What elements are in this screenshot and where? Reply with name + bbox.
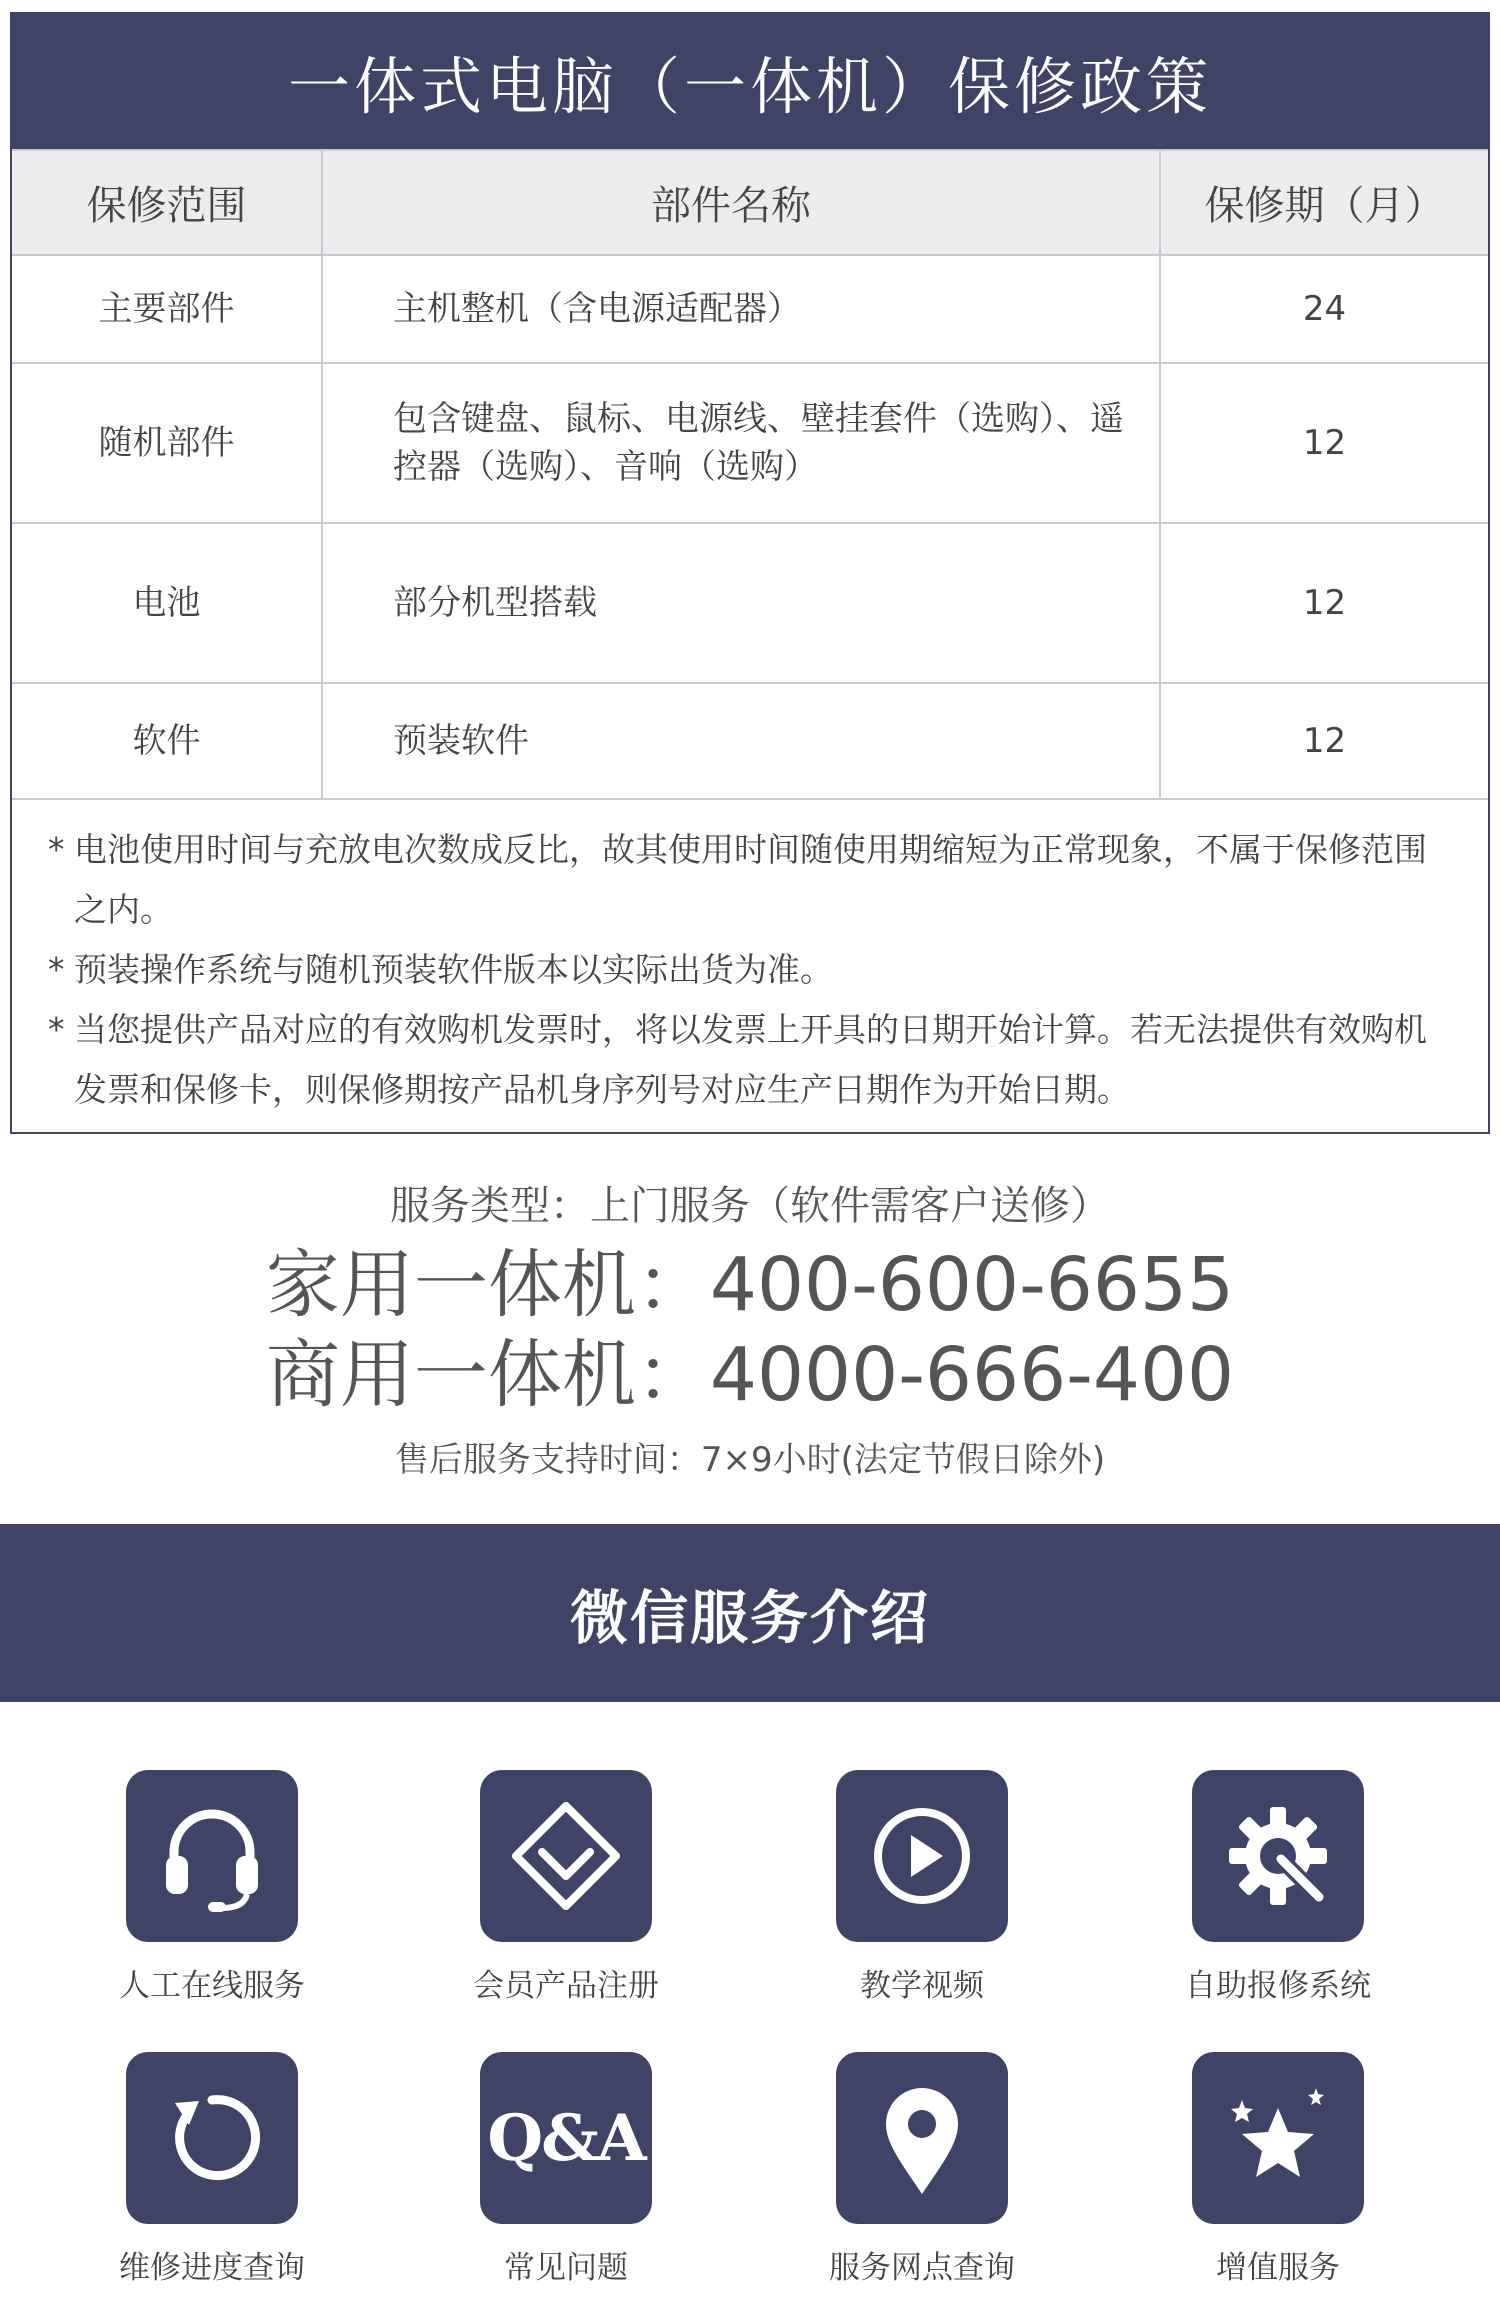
row-parts: 部分机型搭载	[322, 523, 1160, 683]
tile-box	[1192, 1770, 1364, 1942]
header-parts: 部件名称	[322, 150, 1160, 255]
tile-box	[126, 2052, 298, 2224]
location-pin-icon	[872, 2078, 972, 2198]
note-software: * 预装操作系统与随机预装软件版本以实际出货为准。	[74, 940, 1448, 1000]
row-period: 12	[1160, 683, 1488, 799]
note-battery: * 电池使用时间与充放电次数成反比，故其使用时间随使用期缩短为正常现象，不属于保修范围之内。	[74, 820, 1448, 940]
tile-label: 常见问题	[504, 2250, 628, 2286]
service-tile-videos[interactable]	[802, 1770, 1042, 2005]
table-row	[12, 363, 1488, 523]
service-tile-value-added[interactable]	[1158, 2052, 1398, 2287]
row-scope: 电池	[12, 523, 322, 683]
headset-icon	[152, 1796, 272, 1916]
service-info	[0, 1134, 1500, 1524]
service-hours: 售后服务支持时间：7×9小时(法定节假日除外)	[394, 1440, 1106, 1480]
tile-box	[480, 2052, 652, 2224]
refresh-icon	[157, 2083, 267, 2193]
tile-label: 会员产品注册	[473, 1968, 659, 2004]
row-period: 12	[1160, 363, 1488, 523]
star-icon	[1218, 2078, 1338, 2198]
table-header-row	[12, 150, 1488, 255]
tile-label: 增值服务	[1216, 2250, 1340, 2286]
wechat-banner: 微信服务介绍	[0, 1524, 1500, 1702]
row-scope: 软件	[12, 683, 322, 799]
tile-box	[836, 2052, 1008, 2224]
header-period: 保修期（月）	[1160, 150, 1488, 255]
row-scope: 随机部件	[12, 363, 322, 523]
table-row	[12, 523, 1488, 683]
tile-box	[836, 1770, 1008, 1942]
row-parts: 预装软件	[322, 683, 1160, 799]
tile-label: 人工在线服务	[119, 1968, 305, 2004]
header-scope: 保修范围	[12, 150, 322, 255]
qa-icon: Q&A	[487, 2100, 645, 2176]
service-tile-progress[interactable]	[92, 2052, 332, 2287]
service-type: 服务类型：上门服务（软件需客户送修）	[390, 1183, 1110, 1229]
diamond-icon	[504, 1794, 628, 1918]
service-tile-online[interactable]	[92, 1770, 332, 2005]
tile-label: 教学视频	[860, 1968, 984, 2004]
row-period: 24	[1160, 255, 1488, 363]
business-hotline[interactable]: 商用一体机：4000-666-400	[265, 1332, 1235, 1418]
service-tile-register[interactable]	[446, 1770, 686, 2005]
tile-label: 维修进度查询	[119, 2250, 305, 2286]
table-row	[12, 255, 1488, 363]
row-parts: 包含键盘、鼠标、电源线、壁挂套件（选购）、遥控器（选购）、音响（选购）	[322, 363, 1160, 523]
gear-wrench-icon	[1219, 1797, 1337, 1915]
service-tile-repair[interactable]	[1158, 1770, 1398, 2005]
policy-title: 一体式电脑（一体机）保修政策	[12, 14, 1488, 149]
tile-box	[1192, 2052, 1364, 2224]
play-icon	[867, 1801, 977, 1911]
policy-notes	[12, 800, 1488, 1120]
warranty-table	[12, 149, 1488, 800]
tile-box	[480, 1770, 652, 1942]
service-tile-faq[interactable]	[446, 2052, 686, 2287]
row-scope: 主要部件	[12, 255, 322, 363]
note-invoice: * 当您提供产品对应的有效购机发票时，将以发票上开具的日期开始计算。若无法提供有效购机发票和保修卡，则保修期按产品机身序列号对应生产日期作为开始日期。	[74, 1000, 1448, 1120]
tile-label: 自助报修系统	[1185, 1968, 1371, 2004]
table-row	[12, 683, 1488, 799]
row-parts: 主机整机（含电源适配器）	[322, 255, 1160, 363]
home-hotline[interactable]: 家用一体机：400-600-6655	[265, 1242, 1235, 1328]
service-tile-locations[interactable]	[802, 2052, 1042, 2287]
tile-label: 服务网点查询	[829, 2250, 1015, 2286]
row-period: 12	[1160, 523, 1488, 683]
warranty-policy-panel	[10, 12, 1490, 1134]
tile-box	[126, 1770, 298, 1942]
